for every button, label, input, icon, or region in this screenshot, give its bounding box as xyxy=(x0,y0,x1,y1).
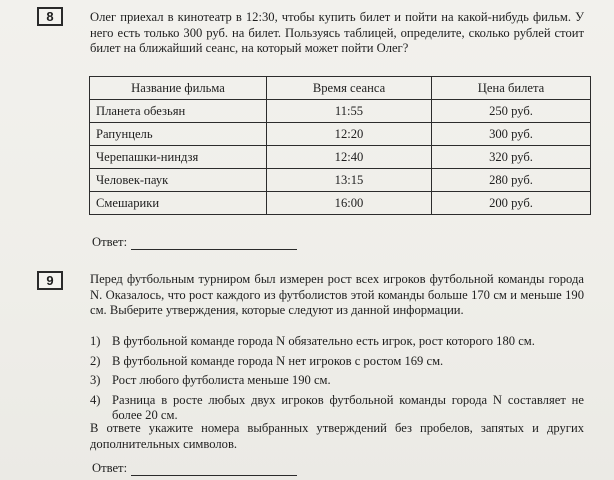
option-number: 3) xyxy=(90,373,101,387)
option-text: В футбольной команде города N нет игроков с ростом 169 см. xyxy=(112,353,444,368)
task-9-text: Перед футбольным турниром был измерен рост всех игроков футбольной команды города N. Оказалось, что рост каждого из футболистов этой команды больше 170 см и меньше 190 см. Выберите утверждения, которые следуют из данной информации. xyxy=(90,272,584,317)
task-9-answer xyxy=(92,461,297,476)
ticket-price-cell: 300 руб. xyxy=(432,123,591,146)
schedule-table xyxy=(89,76,591,215)
ticket-price-cell: 280 руб. xyxy=(432,169,591,192)
header-session-time: Время сеанса xyxy=(267,77,432,100)
table-row xyxy=(90,100,591,123)
ticket-price-cell: 250 руб. xyxy=(432,100,591,123)
session-time-cell: 11:55 xyxy=(267,100,432,123)
statements-list xyxy=(90,334,584,428)
task-8-text: Олег приехал в кинотеатр в 12:30, чтобы купить билет и пойти на какой-нибудь фильм. У него есть только 300 руб. на билет. Пользуясь таблицей, определите, сколько рублей стоит билет на ближайший сеанс, на который может пойти Олег? xyxy=(90,10,584,55)
film-name-cell: Человек-паук xyxy=(90,169,267,192)
list-item xyxy=(90,373,584,389)
session-time-cell: 12:20 xyxy=(267,123,432,146)
list-item xyxy=(90,393,584,424)
film-name-cell: Рапунцель xyxy=(90,123,267,146)
answer-label: Ответ: xyxy=(92,235,128,249)
header-ticket-price: Цена билета xyxy=(432,77,591,100)
option-number: 1) xyxy=(90,334,101,348)
film-name-cell: Черепашки-ниндзя xyxy=(90,146,267,169)
option-number: 4) xyxy=(90,392,101,407)
header-film-name: Название фильма xyxy=(90,77,267,100)
table-header-row xyxy=(90,77,591,100)
session-time-cell: 16:00 xyxy=(267,192,432,215)
session-time-cell: 12:40 xyxy=(267,146,432,169)
answer-label: Ответ: xyxy=(92,461,128,475)
table-row xyxy=(90,123,591,146)
task-8-answer xyxy=(92,235,297,250)
film-name-cell: Планета обезьян xyxy=(90,100,267,123)
option-text: Разница в росте любых двух игроков футбольной команды города N составляет не более 20 см. xyxy=(112,392,584,422)
task-9-number: 9 xyxy=(37,271,63,290)
ticket-price-cell: 200 руб. xyxy=(432,192,591,215)
ticket-price-cell: 320 руб. xyxy=(432,146,591,169)
option-text: В футбольной команде города N обязательно есть игрок, рост которого 180 см. xyxy=(112,334,535,348)
session-time-cell: 13:15 xyxy=(267,169,432,192)
table-row xyxy=(90,192,591,215)
option-text: Рост любого футболиста меньше 190 см. xyxy=(112,373,331,387)
list-item xyxy=(90,334,584,350)
table-row xyxy=(90,146,591,169)
option-number: 2) xyxy=(90,353,101,368)
film-name-cell: Смешарики xyxy=(90,192,267,215)
table-row xyxy=(90,169,591,192)
list-item xyxy=(90,354,584,370)
answer-field[interactable] xyxy=(131,236,297,250)
answer-field[interactable] xyxy=(131,462,297,476)
task-9-instruction: В ответе укажите номера выбранных утверждений без пробелов, запятых и других дополнительных символов. xyxy=(90,421,584,451)
task-8-number: 8 xyxy=(37,7,63,26)
